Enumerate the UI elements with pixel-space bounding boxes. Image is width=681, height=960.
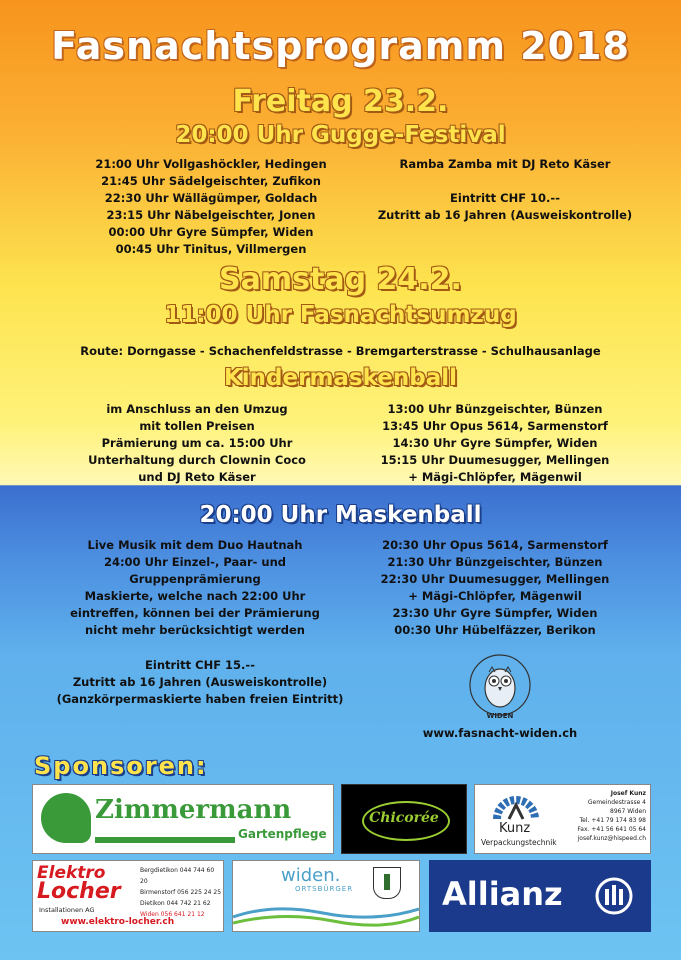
schedule-line: + Mägi-Chlöpfer, Mägenwil <box>408 470 582 484</box>
kids-info <box>52 401 342 486</box>
widen-name: widen. <box>281 865 341 886</box>
schedule-line: 22:30 Uhr Wällägümper, Goldach <box>104 191 318 205</box>
ball-entry <box>40 657 360 708</box>
info-line: Unterhaltung durch Clownin Coco <box>88 453 306 467</box>
friday-info <box>355 156 655 224</box>
divider <box>95 837 235 843</box>
zimmermann-sub: Gartenpflege <box>238 827 327 841</box>
info-line: Ramba Zamba mit DJ Reto Käser <box>399 157 611 171</box>
info-line: Prämierung um ca. 15:00 Uhr <box>101 436 293 450</box>
logo-label: WIDEN <box>486 712 514 720</box>
allianz-eagle-icon <box>595 877 633 915</box>
schedule-line: 00:45 Uhr Tinitus, Villmergen <box>115 242 307 256</box>
kids-schedule <box>345 401 645 486</box>
info-line: Maskierte, welche nach 22:00 Uhr <box>84 589 306 603</box>
info-line: (Ganzkörpermaskierte haben freien Eintritt) <box>56 692 344 706</box>
info-line: Eintritt CHF 15.-- <box>145 658 255 672</box>
schedule-line: 20:30 Uhr Opus 5614, Sarmenstorf <box>382 538 608 552</box>
parade-route: Route: Dorngasse - Schachenfeldstrasse - Bremgarterstrasse - Schulhausanlage <box>80 344 601 358</box>
widen-ortsbuerger-logo <box>232 860 420 932</box>
info-line: Live Musik mit dem Duo Hautnah <box>87 538 303 552</box>
schedule-line: + Mägi-Chlöpfer, Mägenwil <box>408 589 582 603</box>
schedule-line: 13:00 Uhr Bünzgeischter, Bünzen <box>387 402 603 416</box>
kids-ball-heading: Kindermaskenball <box>223 365 458 391</box>
coat-of-arms-icon <box>373 867 401 899</box>
widen-sub: ORTSBÜRGER <box>295 885 354 893</box>
schedule-line: 23:30 Uhr Gyre Sümpfer, Widen <box>392 606 598 620</box>
info-line: eintreffen, können bei der Prämierung <box>70 606 320 620</box>
friday-schedule <box>66 156 356 258</box>
chicoree-name: Chicorée <box>369 810 439 826</box>
schedule-line: 14:30 Uhr Gyre Sümpfer, Widen <box>392 436 598 450</box>
elektro-url[interactable]: www.elektro-locher.ch <box>61 917 175 927</box>
parade-heading: 11:00 Uhr Fasnachtsumzug <box>164 302 517 328</box>
ball-schedule <box>345 537 645 639</box>
allianz-name: Allianz <box>442 875 563 913</box>
poster-title: Fasnachtsprogramm 2018 <box>51 24 630 68</box>
waves-icon <box>233 899 419 929</box>
info-line: und DJ Reto Käser <box>138 470 256 484</box>
gugge-festival-heading: 20:00 Uhr Gugge-Festival <box>175 122 506 148</box>
info-line: Zutritt ab 16 Jahren (Ausweiskontrolle) <box>377 208 633 222</box>
schedule-line: 21:00 Uhr Vollgashöckler, Hedingen <box>95 157 327 171</box>
info-line: Gruppenprämierung <box>129 572 261 586</box>
maskenball-heading: 20:00 Uhr Maskenball <box>199 502 482 528</box>
schedule-line: 22:30 Uhr Duumesugger, Mellingen <box>380 572 610 586</box>
schedule-line: 21:30 Uhr Bünzgeischter, Bünzen <box>387 555 603 569</box>
fasnacht-widen-logo <box>465 652 535 722</box>
leaf-icon <box>41 793 91 843</box>
elektro-name-1: Elektro <box>37 863 106 883</box>
zimmermann-logo <box>32 784 334 854</box>
allianz-logo <box>429 860 651 932</box>
elektro-locations: Bergdietikon 044 744 60 20 Birmenstorf 056 225 24 25 Dietikon 044 742 21 62 Widen 056 641 21 12 <box>140 867 222 918</box>
kunz-logo <box>474 784 651 854</box>
chicoree-logo <box>341 784 467 854</box>
schedule-line: 15:15 Uhr Duumesugger, Mellingen <box>380 453 610 467</box>
sponsors-heading: Sponsoren: <box>34 752 208 780</box>
elektro-sub: Installationen AG <box>39 906 95 914</box>
schedule-line: 13:45 Uhr Opus 5614, Sarmenstorf <box>382 419 608 433</box>
schedule-line: 00:30 Uhr Hübelfäzzer, Berikon <box>394 623 596 637</box>
friday-heading: Freitag 23.2. <box>232 84 449 119</box>
ball-info <box>40 537 350 639</box>
info-line: im Anschluss an den Umzug <box>106 402 288 416</box>
saturday-heading: Samstag 24.2. <box>219 262 462 297</box>
kunz-name: Kunz <box>499 821 531 836</box>
kunz-contact: Josef Kunz Gemeindestrasse 4 8967 Widen Tel. +41 79 174 83 98 Fax. +41 56 641 05 64 josef.kunz@hispeed.ch <box>577 790 646 842</box>
elektro-locher-logo <box>32 860 224 932</box>
schedule-line: 21:45 Uhr Sädelgeischter, Zufikon <box>101 174 321 188</box>
info-line: Zutritt ab 16 Jahren (Ausweiskontrolle) <box>72 675 328 689</box>
kunz-sub: Verpackungstechnik <box>481 838 557 847</box>
zimmermann-name: Zimmermann <box>95 795 292 825</box>
website-link[interactable]: www.fasnacht-widen.ch <box>422 726 578 740</box>
spacer <box>355 173 655 190</box>
info-line: mit tollen Preisen <box>139 419 255 433</box>
info-line: 24:00 Uhr Einzel-, Paar- und <box>103 555 287 569</box>
info-line: nicht mehr berücksichtigt werden <box>85 623 305 637</box>
info-line: Eintritt CHF 10.-- <box>450 191 560 205</box>
elektro-name-2: Locher <box>37 879 121 904</box>
schedule-line: 23:15 Uhr Näbelgeischter, Jonen <box>106 208 316 222</box>
schedule-line: 00:00 Uhr Gyre Sümpfer, Widen <box>108 225 314 239</box>
gear-icon <box>493 791 539 821</box>
